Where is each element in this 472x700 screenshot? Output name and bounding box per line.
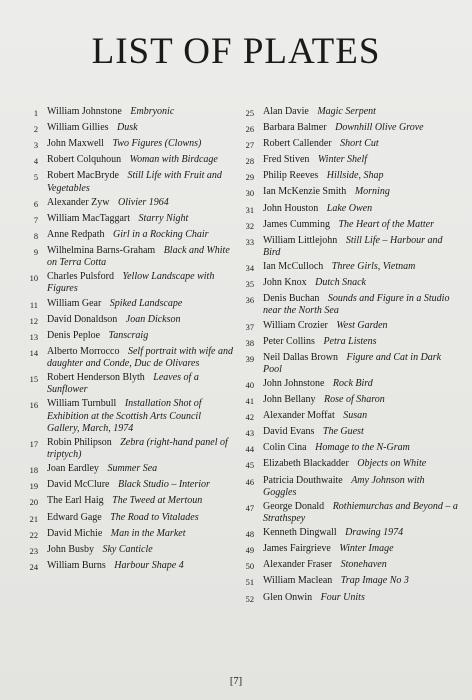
artist-name: Robert Callender xyxy=(263,138,332,150)
plate-entry xyxy=(238,592,460,606)
plate-caption xyxy=(263,320,460,332)
artist-name: Alan Davie xyxy=(263,106,309,117)
plate-number: 15 xyxy=(29,375,38,385)
plate-entry xyxy=(238,475,460,499)
work-title: Yellow Landscape with Figures xyxy=(47,271,215,295)
work-title: The Tweed at Mertoun xyxy=(112,495,203,507)
plate-number: 25 xyxy=(245,109,254,118)
plate-number: 21 xyxy=(29,514,38,524)
plate-entry xyxy=(22,271,234,295)
plate-entry xyxy=(22,197,234,211)
plate-caption xyxy=(47,170,234,194)
plate-caption xyxy=(263,219,460,231)
plate-number: 37 xyxy=(245,322,254,332)
plate-entry xyxy=(22,330,234,344)
plate-caption xyxy=(263,186,460,198)
plate-caption xyxy=(47,314,234,326)
work-title: Morning xyxy=(354,186,390,198)
plate-entry xyxy=(238,394,460,408)
plate-number: 14 xyxy=(29,348,38,358)
plate-number: 32 xyxy=(245,221,254,231)
artist-name: Wilhelmina Barns-Graham xyxy=(47,244,156,256)
page-number: [7] xyxy=(229,676,243,687)
artist-name: Elizabeth Blackadder xyxy=(263,458,349,470)
work-title: Dutch Snack xyxy=(315,277,366,289)
plate-number: 45 xyxy=(245,461,254,471)
plate-entry xyxy=(22,213,234,227)
work-title: Stonehaven xyxy=(340,559,387,571)
plate-number: 34 xyxy=(245,264,254,274)
plate-entry xyxy=(22,372,234,396)
plate-entry xyxy=(238,410,460,424)
artist-name: Fred Stiven xyxy=(263,154,310,166)
plate-number: 49 xyxy=(245,546,254,556)
plate-number: 23 xyxy=(29,546,38,556)
plate-entry xyxy=(238,154,460,168)
plate-number: 2 xyxy=(33,125,38,135)
artist-name: John Houston xyxy=(263,202,319,214)
plate-entry xyxy=(22,314,234,328)
plate-number: 52 xyxy=(245,594,254,604)
plate-number: 26 xyxy=(245,125,254,135)
plate-number: 4 xyxy=(33,157,38,167)
plate-entry xyxy=(238,543,460,557)
work-title: Petra Listens xyxy=(323,335,377,347)
plate-caption xyxy=(47,560,234,572)
work-title: Girl in a Rocking Chair xyxy=(113,228,209,240)
artist-name: Robert Henderson Blyth xyxy=(47,372,145,384)
artist-name: John Maxwell xyxy=(47,138,104,150)
work-title: Woman with Birdcage xyxy=(129,154,218,166)
plate-caption xyxy=(263,410,460,422)
plate-entry xyxy=(238,235,460,259)
plate-number: 9 xyxy=(33,247,38,257)
plate-entry xyxy=(238,170,460,184)
plate-entry xyxy=(238,442,460,456)
plate-number: 30 xyxy=(245,189,254,199)
plate-number: 11 xyxy=(29,300,38,310)
plate-entry xyxy=(22,245,234,269)
work-title: Downhill Olive Grove xyxy=(335,122,424,134)
work-title: Embryonic xyxy=(130,106,175,117)
work-title: Sky Canticle xyxy=(102,543,153,555)
plate-caption xyxy=(47,245,234,269)
plate-caption xyxy=(263,543,460,555)
plate-entry xyxy=(22,398,234,435)
plate-number: 29 xyxy=(245,173,254,183)
page-title: LIST OF PLATES xyxy=(91,31,381,72)
artist-name: Ian McCulloch xyxy=(263,261,324,273)
artist-name: William Maclean xyxy=(263,575,333,587)
plate-number: 50 xyxy=(245,562,254,572)
artist-name: David McClure xyxy=(47,479,110,491)
artist-name: William Littlejohn xyxy=(263,234,338,246)
plate-number: 16 xyxy=(29,401,38,411)
artist-name: Alexander Fraser xyxy=(263,559,333,571)
plate-caption xyxy=(263,426,460,438)
artist-name: James Fairgrieve xyxy=(263,543,331,555)
work-title: Drawing 1974 xyxy=(345,527,404,539)
plate-entry xyxy=(238,261,460,275)
work-title: Winter Image xyxy=(339,543,394,555)
plate-caption xyxy=(47,138,234,150)
artist-name: William Burns xyxy=(47,559,106,571)
plate-caption xyxy=(47,463,234,475)
plate-entry xyxy=(238,293,460,317)
work-title: Sounds and Figure in a Studio near the North Sea xyxy=(263,293,450,317)
plate-entry xyxy=(238,203,460,217)
plate-number: 7 xyxy=(33,215,38,225)
plate-caption xyxy=(263,458,460,470)
artist-name: Neil Dallas Brown xyxy=(263,351,338,363)
plate-caption xyxy=(263,394,460,406)
artist-name: William Johnstone xyxy=(47,106,122,117)
plate-entry xyxy=(238,501,460,525)
work-title: Lake Owen xyxy=(326,202,373,214)
plate-entry xyxy=(22,528,234,542)
work-title: Two Figures (Clowns) xyxy=(112,138,202,150)
plate-number: 42 xyxy=(245,413,254,423)
plate-caption xyxy=(47,229,234,241)
plate-caption xyxy=(47,528,234,540)
work-title: Dusk xyxy=(117,122,138,134)
plate-entry xyxy=(238,458,460,472)
artist-name: Joan Eardley xyxy=(47,463,99,475)
work-title: Spiked Landscape xyxy=(109,297,183,309)
plate-entry xyxy=(22,346,234,370)
plate-caption xyxy=(263,154,460,166)
artist-name: Alexander Zyw xyxy=(47,196,110,208)
plate-number: 13 xyxy=(29,332,38,342)
plate-caption xyxy=(47,479,234,491)
artist-name: Colin Cina xyxy=(263,442,307,454)
work-title: Homage to the N-Gram xyxy=(315,442,410,454)
plate-entry xyxy=(22,437,234,461)
plate-entry xyxy=(22,512,234,526)
artist-name: James Cumming xyxy=(263,218,330,230)
artist-name: Alberto Morrocco xyxy=(47,345,120,357)
plate-caption xyxy=(47,372,234,396)
plate-number: 39 xyxy=(245,354,254,364)
work-title: Magic Serpent xyxy=(317,106,376,117)
plate-caption xyxy=(47,197,234,209)
artist-name: John Johnstone xyxy=(263,378,325,390)
artist-name: Barbara Balmer xyxy=(263,122,327,134)
plate-number: 46 xyxy=(245,477,254,487)
artist-name: Alexander Moffat xyxy=(263,410,335,422)
plate-caption xyxy=(263,138,460,150)
work-title: Hillside, Shap xyxy=(326,170,384,182)
work-title: Self portrait with wife and daughter and Conde, Duc de Olivares xyxy=(47,345,233,370)
plate-entry xyxy=(22,544,234,558)
plate-number: 36 xyxy=(245,296,254,306)
artist-name: John Knox xyxy=(263,277,307,289)
artist-name: Robert Colquhoun xyxy=(47,154,122,166)
plate-number: 20 xyxy=(29,498,38,508)
plate-number: 17 xyxy=(29,439,38,449)
artist-name: The Earl Haig xyxy=(47,495,104,507)
artist-name: Glen Onwin xyxy=(263,591,313,603)
plate-caption xyxy=(263,261,460,273)
plate-number: 41 xyxy=(245,397,254,407)
work-title: Installation Shot of Exhibition at the Scottish Arts Council Gallery, March, 1974 xyxy=(47,398,202,434)
plate-entry xyxy=(22,560,234,574)
artist-name: Patricia Douthwaite xyxy=(263,474,343,486)
plate-entry xyxy=(22,229,234,243)
plate-number: 28 xyxy=(245,157,254,167)
plate-caption xyxy=(263,475,460,499)
plate-entry xyxy=(238,277,460,291)
plate-number: 18 xyxy=(29,466,38,476)
plate-number: 51 xyxy=(245,578,254,588)
plate-number: 44 xyxy=(245,445,254,455)
plate-entry xyxy=(238,559,460,573)
plate-number: 12 xyxy=(29,316,38,326)
plate-entry xyxy=(238,186,460,200)
plate-caption xyxy=(263,378,460,390)
plate-entry xyxy=(238,320,460,334)
plate-entry xyxy=(238,106,460,120)
work-title: Joan Dickson xyxy=(125,313,181,325)
plate-caption xyxy=(263,559,460,571)
artist-name: Peter Collins xyxy=(263,335,315,347)
plate-number: 31 xyxy=(245,205,254,215)
plate-caption xyxy=(47,154,234,166)
plate-number: 3 xyxy=(33,141,38,151)
work-title: Four Units xyxy=(320,591,365,603)
plate-caption xyxy=(47,213,234,225)
plate-caption xyxy=(263,170,460,182)
plate-caption xyxy=(47,346,234,370)
artist-name: Robert MacBryde xyxy=(47,170,119,182)
work-title: Harbour Shape 4 xyxy=(114,559,184,571)
work-title: Black and White on Terra Cotta xyxy=(47,244,230,269)
plate-number: 38 xyxy=(245,338,254,348)
plate-caption xyxy=(263,575,460,587)
artist-name: William Crozier xyxy=(263,319,328,331)
plate-entry xyxy=(22,106,234,120)
artist-name: Robin Philipson xyxy=(47,436,112,448)
work-title: West Garden xyxy=(336,319,388,331)
plate-entry xyxy=(22,154,234,168)
work-title: Rock Bird xyxy=(332,378,373,390)
artist-name: Denis Peploe xyxy=(47,329,101,341)
work-title: Man in the Market xyxy=(110,527,186,539)
plate-caption xyxy=(47,330,234,342)
work-title: Rose of Sharon xyxy=(324,394,385,406)
plate-entry xyxy=(22,495,234,509)
plate-entry xyxy=(238,426,460,440)
artist-name: Anne Redpath xyxy=(47,228,105,240)
plate-caption xyxy=(47,298,234,310)
plate-caption xyxy=(263,293,460,317)
plate-caption xyxy=(47,122,234,134)
plate-entry xyxy=(22,479,234,493)
artist-name: David Evans xyxy=(263,426,315,438)
work-title: Still Life – Harbour and Bird xyxy=(263,234,443,258)
artist-name: John Busby xyxy=(47,543,94,555)
plate-number: 33 xyxy=(245,237,254,247)
plate-entry xyxy=(238,138,460,152)
work-title: Tanscraig xyxy=(108,329,149,341)
work-title: Rothiemurchas and Beyond – a Strathspey xyxy=(263,500,458,525)
artist-name: William MacTaggart xyxy=(47,212,131,224)
plate-caption xyxy=(263,527,460,539)
artist-name: Philip Reeves xyxy=(263,170,319,182)
plate-caption xyxy=(47,271,234,295)
work-title: Winter Shelf xyxy=(317,154,368,166)
plate-number: 8 xyxy=(33,231,38,241)
plate-number: 10 xyxy=(29,274,38,284)
artist-name: John Bellany xyxy=(263,394,316,406)
artist-name: David Michie xyxy=(47,527,103,539)
plate-caption xyxy=(263,336,460,348)
plate-entry xyxy=(22,463,234,477)
work-title: Figure and Cat in Dark Pool xyxy=(263,351,442,375)
plate-caption xyxy=(263,592,460,604)
plate-number: 5 xyxy=(33,173,38,183)
plate-caption xyxy=(47,398,234,435)
plate-caption xyxy=(47,437,234,461)
plate-caption xyxy=(263,106,460,118)
plate-entry xyxy=(238,219,460,233)
plate-caption xyxy=(263,442,460,454)
plate-number: 24 xyxy=(29,562,38,572)
plate-entry xyxy=(22,122,234,136)
plate-number: 48 xyxy=(245,530,254,540)
work-title: The Heart of the Matter xyxy=(338,218,434,230)
artist-name: Ian McKenzie Smith xyxy=(263,186,347,198)
work-title: Olivier 1964 xyxy=(117,196,169,208)
plate-caption xyxy=(47,544,234,556)
plate-caption xyxy=(263,122,460,134)
work-title: Still Life with Fruit and Vegetables xyxy=(47,170,222,194)
plate-number: 19 xyxy=(29,482,38,492)
plate-entry xyxy=(238,336,460,350)
work-title: Summer Sea xyxy=(107,463,158,475)
plate-entry xyxy=(238,575,460,589)
work-title: The Guest xyxy=(322,426,364,438)
work-title: Objects on White xyxy=(357,458,427,470)
work-title: Trap Image No 3 xyxy=(340,575,409,587)
work-title: Black Studio – Interior xyxy=(118,479,210,491)
plate-number: 43 xyxy=(245,429,254,439)
artist-name: Charles Pulsford xyxy=(47,271,114,283)
plate-caption xyxy=(263,501,460,525)
plate-caption xyxy=(263,352,460,376)
plates-column-left xyxy=(22,106,234,576)
plate-number: 1 xyxy=(33,109,38,118)
artist-name: Denis Buchan xyxy=(263,293,320,305)
work-title: Leaves of a Sunflower xyxy=(47,372,199,396)
work-title: Short Cut xyxy=(340,138,379,150)
artist-name: Edward Gage xyxy=(47,511,102,523)
plate-entry xyxy=(238,527,460,541)
artist-name: Kenneth Dingwall xyxy=(263,527,337,539)
work-title: Starry Night xyxy=(138,212,189,224)
plate-number: 22 xyxy=(29,530,38,540)
plate-caption xyxy=(263,203,460,215)
plate-entry xyxy=(22,170,234,194)
plate-number: 47 xyxy=(245,503,254,513)
plate-caption xyxy=(263,277,460,289)
plate-caption xyxy=(47,495,234,507)
artist-name: William Turnbull xyxy=(47,398,117,410)
plate-entry xyxy=(238,122,460,136)
artist-name: George Donald xyxy=(263,500,325,512)
work-title: Amy Johnson with Goggles xyxy=(263,474,425,498)
plate-entry xyxy=(238,352,460,376)
artist-name: William Gear xyxy=(47,297,102,309)
plate-entry xyxy=(22,138,234,152)
plate-caption xyxy=(47,512,234,524)
plate-number: 6 xyxy=(33,199,38,209)
plate-caption xyxy=(47,106,234,118)
plate-number: 27 xyxy=(245,141,254,151)
artist-name: William Gillies xyxy=(47,122,109,134)
plate-caption xyxy=(263,235,460,259)
plate-number: 40 xyxy=(245,381,254,391)
plate-number: 35 xyxy=(245,280,254,290)
work-title: Susan xyxy=(343,410,368,422)
plate-entry xyxy=(238,378,460,392)
work-title: Three Girls, Vietnam xyxy=(331,261,416,273)
plates-column-right xyxy=(238,106,460,608)
work-title: Zebra (right-hand panel of triptych) xyxy=(47,436,228,461)
plate-entry xyxy=(22,298,234,312)
work-title: The Road to Vitalades xyxy=(110,511,199,523)
artist-name: David Donaldson xyxy=(47,313,118,325)
